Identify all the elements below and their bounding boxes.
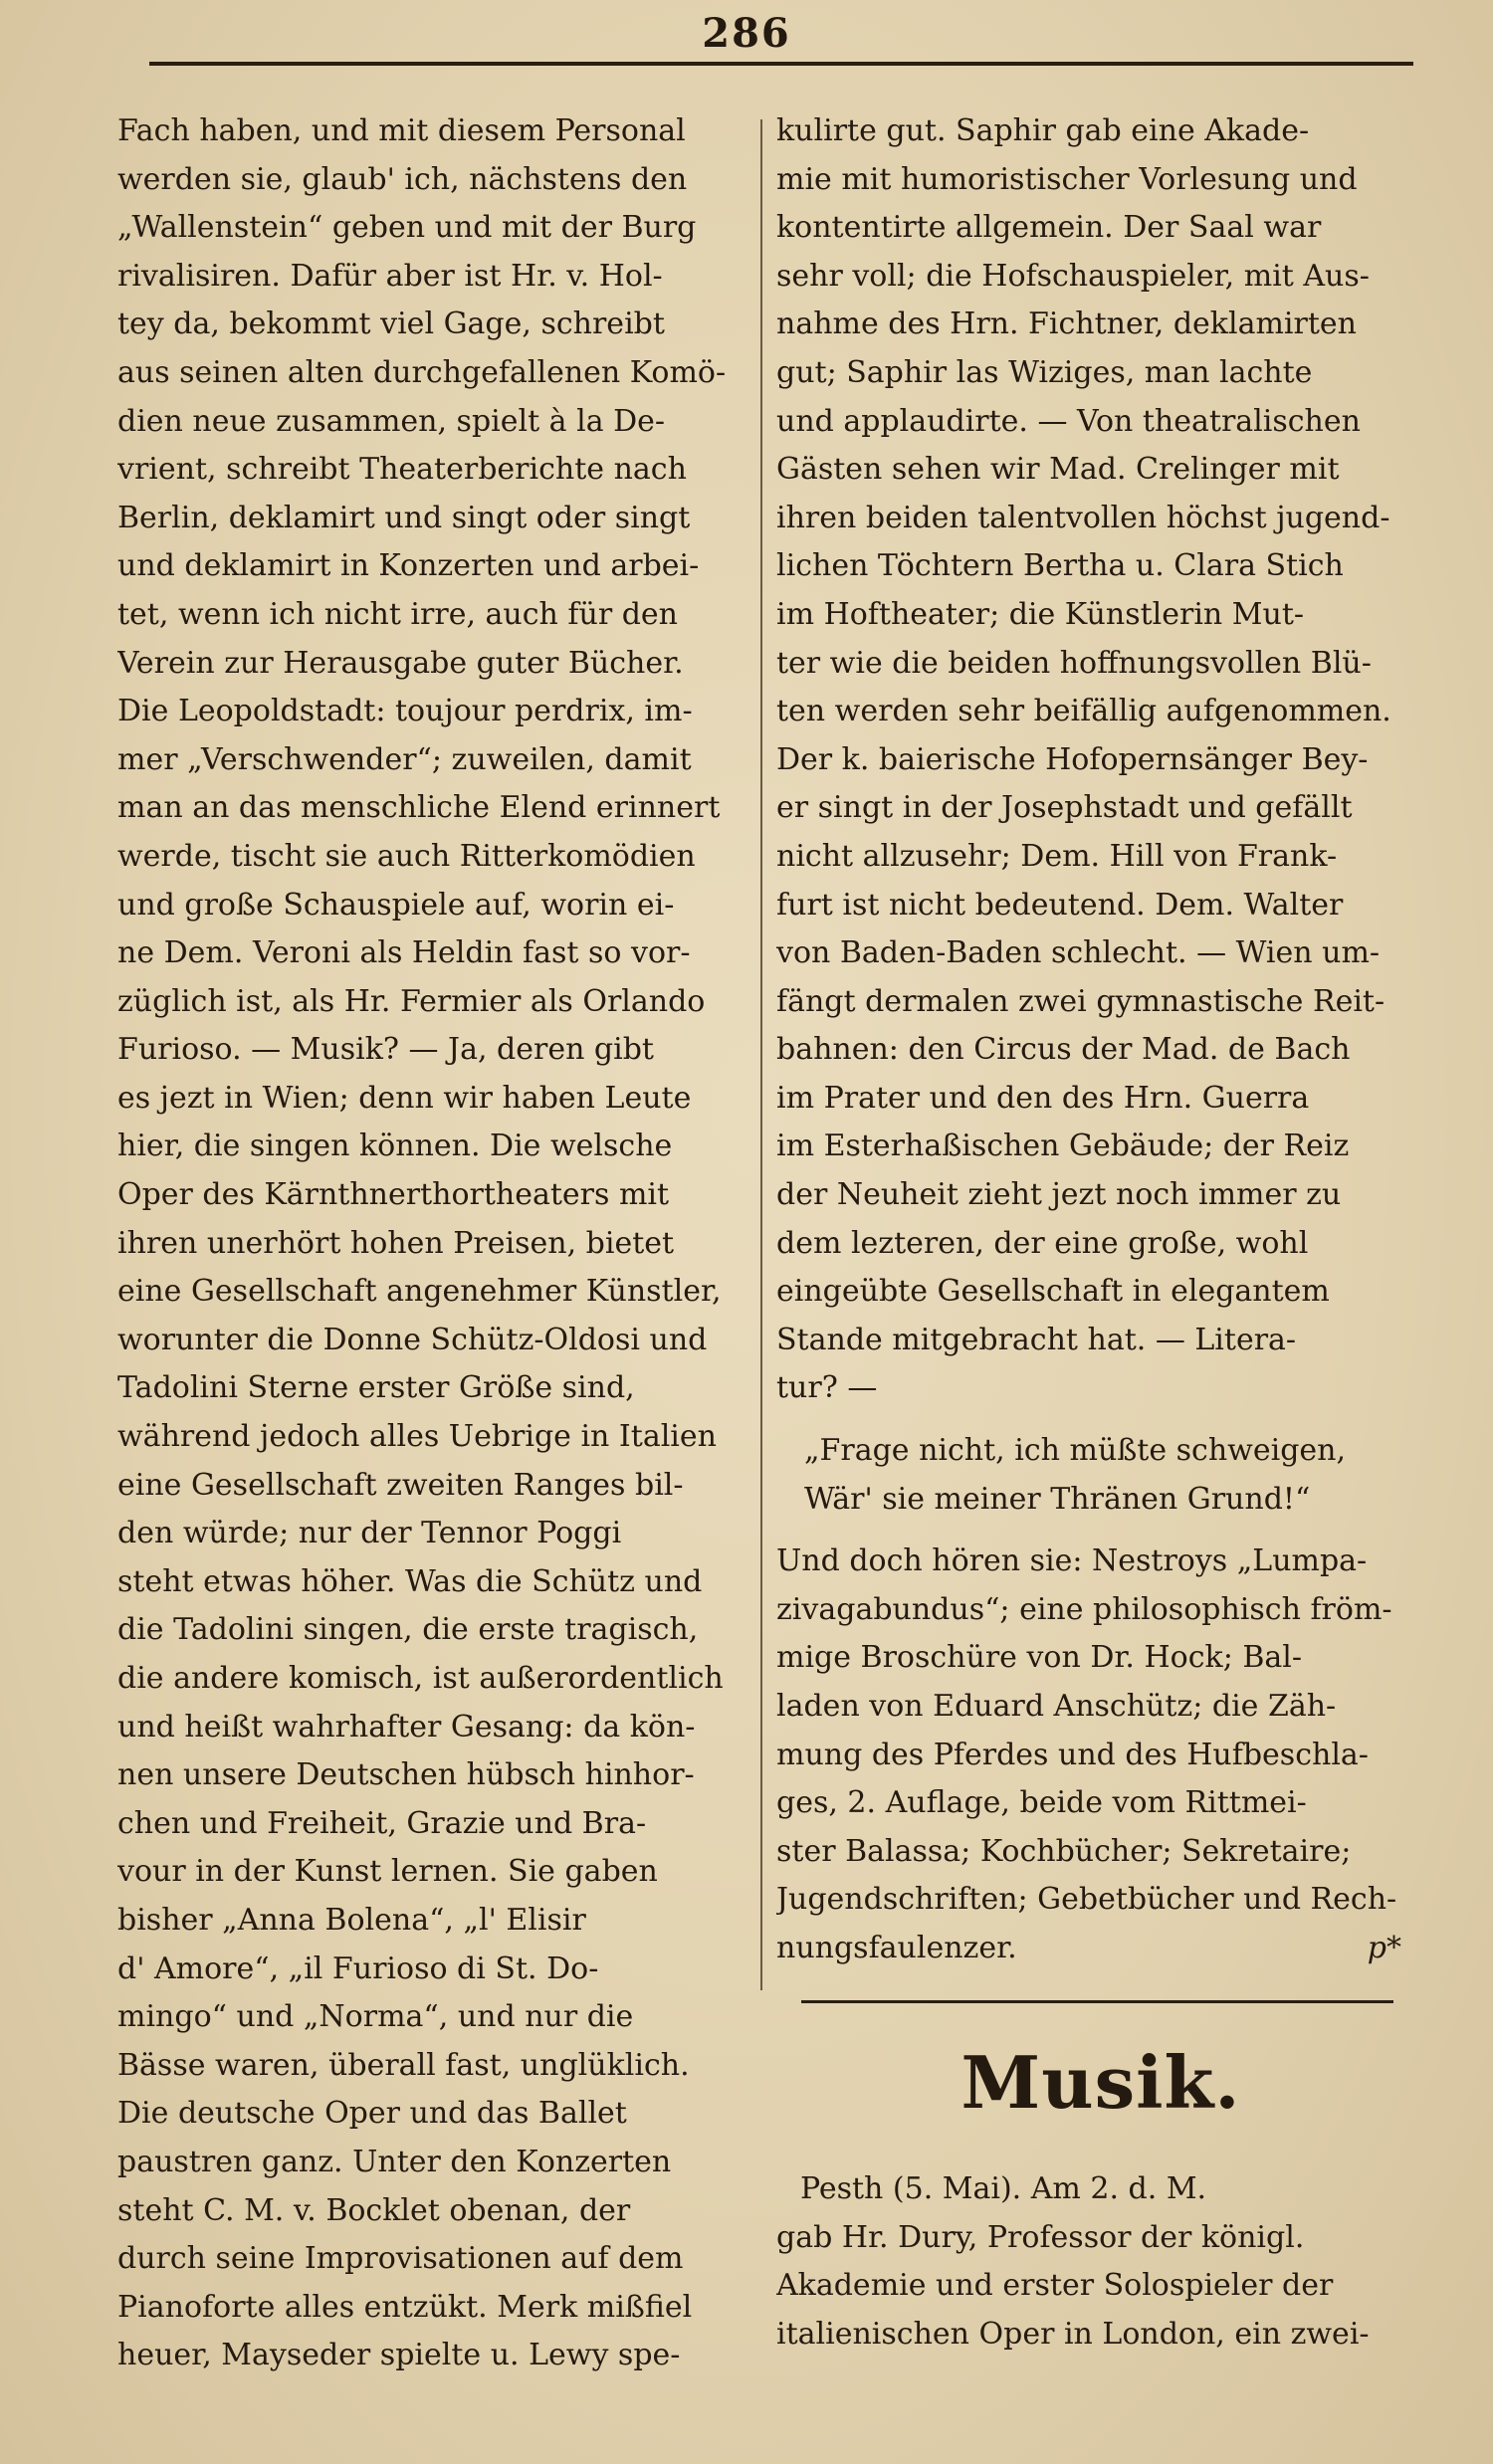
- page-number: 286: [702, 10, 791, 57]
- text-line: laden von Eduard Anschütz; die Zäh-: [776, 1689, 1337, 1724]
- text-line: die Tadolini singen, die erste tragisch,: [117, 1612, 699, 1648]
- text-line: steht C. M. v. Bocklet obenan, der: [117, 2192, 631, 2228]
- right-column: [776, 107, 1425, 1973]
- text-line: und deklamirt in Konzerten und arbei-: [117, 548, 700, 584]
- section-body: [776, 2165, 1425, 2359]
- text-line: tey da, bekommt viel Gage, schreibt: [117, 307, 665, 342]
- text-line: züglich ist, als Hr. Fermier als Orlando: [117, 983, 706, 1019]
- text-line: ihren beiden talentvollen höchst jugend-: [776, 500, 1390, 535]
- text-line: hier, die singen können. Die welsche: [117, 1129, 673, 1164]
- text-line: zivagabundus“; eine philosophisch fröm-: [776, 1591, 1392, 1627]
- text-line: vour in der Kunst lernen. Sie gaben: [117, 1854, 658, 1890]
- text-line: und heißt wahrhafter Gesang: da kön-: [117, 1709, 696, 1745]
- text-line: eine Gesellschaft angenehmer Künstler,: [117, 1274, 722, 1310]
- text-line: fängt dermalen zwei gymnastische Reit-: [776, 983, 1386, 1019]
- text-line: kontentirte allgemein. Der Saal war: [776, 210, 1322, 246]
- text-line: und applaudirte. — Von theatralischen: [776, 403, 1361, 439]
- text-line: der Neuheit zieht jezt noch immer zu: [776, 1177, 1342, 1213]
- text-line: durch seine Improvisationen auf dem: [117, 2241, 684, 2277]
- text-line: worunter die Donne Schütz-Oldosi und: [117, 1322, 708, 1357]
- text-line: tet, wenn ich nicht irre, auch für den: [117, 596, 678, 632]
- text-line: steht etwas höher. Was die Schütz und: [117, 1563, 703, 1599]
- text-line: lichen Töchtern Bertha u. Clara Stich: [776, 548, 1344, 584]
- text-line-content: nungsfaulenzer.: [776, 1930, 1017, 1965]
- text-line: es jezt in Wien; denn wir haben Leute: [117, 1080, 692, 1116]
- text-line: ster Balassa; Kochbücher; Sekretaire;: [776, 1833, 1352, 1869]
- text-line: im Hoftheater; die Künstlerin Mut-: [776, 596, 1305, 632]
- text-line: Fach haben, und mit diesem Personal: [117, 113, 686, 148]
- text-line: aus seinen alten durchgefallenen Komö-: [117, 354, 727, 390]
- author-signature: p*: [1367, 1930, 1401, 1965]
- text-line: dem lezteren, der eine große, wohl: [776, 1225, 1309, 1261]
- text-line: er singt in der Josephstadt und gefällt: [776, 790, 1353, 826]
- left-column: [117, 107, 766, 2380]
- text-line: Tadolini Sterne erster Größe sind,: [117, 1370, 635, 1406]
- text-line: „Wallenstein“ geben und mit der Burg: [117, 210, 697, 246]
- text-line: Oper des Kärnthnerthortheaters mit: [117, 1177, 670, 1213]
- text-line: mige Broschüre von Dr. Hock; Bal-: [776, 1640, 1303, 1676]
- text-line: Jugendschriften; Gebetbücher und Rech-: [776, 1882, 1397, 1918]
- text-line: Bässe waren, überall fast, unglüklich.: [117, 2047, 690, 2083]
- spacer: [776, 1524, 1425, 1538]
- text-line: während jedoch alles Uebrige in Italien: [117, 1419, 717, 1455]
- text-line: Akademie und erster Solospieler der: [776, 2268, 1334, 2304]
- text-line: Stande mitgebracht hat. — Litera-: [776, 1322, 1297, 1357]
- text-line: Verein zur Herausgabe guter Bücher.: [117, 645, 684, 681]
- text-line: werden sie, glaub' ich, nächstens den: [117, 161, 688, 197]
- text-line: den würde; nur der Tennor Poggi: [117, 1516, 622, 1551]
- text-line: kulirte gut. Saphir gab eine Akade-: [776, 113, 1310, 148]
- quote-line: „Frage nicht, ich müßte schweigen,: [804, 1433, 1347, 1469]
- text-line: sehr voll; die Hofschauspieler, mit Aus-: [776, 258, 1370, 294]
- text-line: Die Leopoldstadt: toujour perdrix, im-: [117, 694, 693, 729]
- text-line: im Esterhaßischen Gebäude; der Reiz: [776, 1129, 1350, 1164]
- text-line: nicht allzusehr; Dem. Hill von Frank-: [776, 838, 1338, 874]
- text-line: bisher „Anna Bolena“, „l' Elisir: [117, 1902, 586, 1938]
- text-line: gab Hr. Dury, Professor der königl.: [776, 2219, 1305, 2255]
- text-line: die andere komisch, ist außerordentlich: [117, 1661, 724, 1696]
- text-line: ten werden sehr beifällig aufgenommen.: [776, 694, 1391, 729]
- text-line: Berlin, deklamirt und singt oder singt: [117, 500, 691, 535]
- text-line: heuer, Mayseder spielte u. Lewy spe-: [117, 2338, 681, 2373]
- text-line: nen unsere Deutschen hübsch hinhor-: [117, 1757, 695, 1793]
- text-line: Pianoforte alles entzükt. Merk mißfiel: [117, 2289, 693, 2325]
- text-line: Pesth (5. Mai). Am 2. d. M.: [800, 2171, 1207, 2206]
- text-line: eingeübte Gesellschaft in elegantem: [776, 1274, 1330, 1310]
- text-line: und große Schauspiele auf, worin ei-: [117, 887, 675, 923]
- quote-line: Wär' sie meiner Thränen Grund!“: [804, 1481, 1311, 1517]
- text-line: dien neue zusammen, spielt à la De-: [117, 403, 666, 439]
- text-line: paustren ganz. Unter den Konzerten: [117, 2144, 672, 2179]
- text-line: bahnen: den Circus der Mad. de Bach: [776, 1032, 1351, 1068]
- text-line: im Prater und den des Hrn. Guerra: [776, 1080, 1310, 1116]
- text-line: mingo“ und „Norma“, und nur die: [117, 1999, 634, 2035]
- text-line: eine Gesellschaft zweiten Ranges bil-: [117, 1467, 684, 1503]
- column-divider: [760, 119, 762, 1990]
- text-line: Und doch hören sie: Nestroys „Lumpa-: [776, 1543, 1368, 1579]
- text-line: werde, tischt sie auch Ritterkomödien: [117, 838, 696, 874]
- text-line: nahme des Hrn. Fichtner, deklamirten: [776, 307, 1357, 342]
- section-rule: [801, 2000, 1393, 2003]
- text-line: mer „Verschwender“; zuweilen, damit: [117, 741, 692, 777]
- text-line: vrient, schreibt Theaterberichte nach: [117, 452, 687, 488]
- text-line: von Baden-Baden schlecht. — Wien um-: [776, 935, 1381, 971]
- text-line: furt ist nicht bedeutend. Dem. Walter: [776, 887, 1344, 923]
- text-line: Furioso. — Musik? — Ja, deren gibt: [117, 1032, 654, 1068]
- text-line: Der k. baierische Hofopernsänger Bey-: [776, 741, 1369, 777]
- text-line: man an das menschliche Elend erinnert: [117, 790, 721, 826]
- text-line: chen und Freiheit, Grazie und Bra-: [117, 1805, 647, 1841]
- text-line: tur? —: [776, 1370, 878, 1406]
- spacer: [776, 1413, 1425, 1427]
- text-line: Die deutsche Oper und das Ballet: [117, 2096, 627, 2132]
- text-line: italienischen Oper in London, ein zwei-: [776, 2316, 1370, 2352]
- text-line: Gästen sehen wir Mad. Crelinger mit: [776, 452, 1340, 488]
- text-line: mung des Pferdes und des Hufbeschla-: [776, 1737, 1369, 1772]
- text-line: [776, 1925, 1425, 1973]
- text-line: ihren unerhört hohen Preisen, bietet: [117, 1225, 675, 1261]
- text-line: gut; Saphir las Wiziges, man lachte: [776, 354, 1313, 390]
- text-line: mie mit humoristischer Vorlesung und: [776, 161, 1358, 197]
- text-line: d' Amore“, „il Furioso di St. Do-: [117, 1951, 599, 1986]
- text-line: ne Dem. Veroni als Heldin fast so vor-: [117, 935, 691, 971]
- header-rule: [149, 62, 1413, 66]
- section-title: Musik.: [960, 2040, 1241, 2125]
- text-line: ter wie die beiden hoffnungsvollen Blü-: [776, 645, 1372, 681]
- text-line: rivalisiren. Dafür aber ist Hr. v. Hol-: [117, 258, 663, 294]
- text-line: ges, 2. Auflage, beide vom Rittmei-: [776, 1785, 1307, 1821]
